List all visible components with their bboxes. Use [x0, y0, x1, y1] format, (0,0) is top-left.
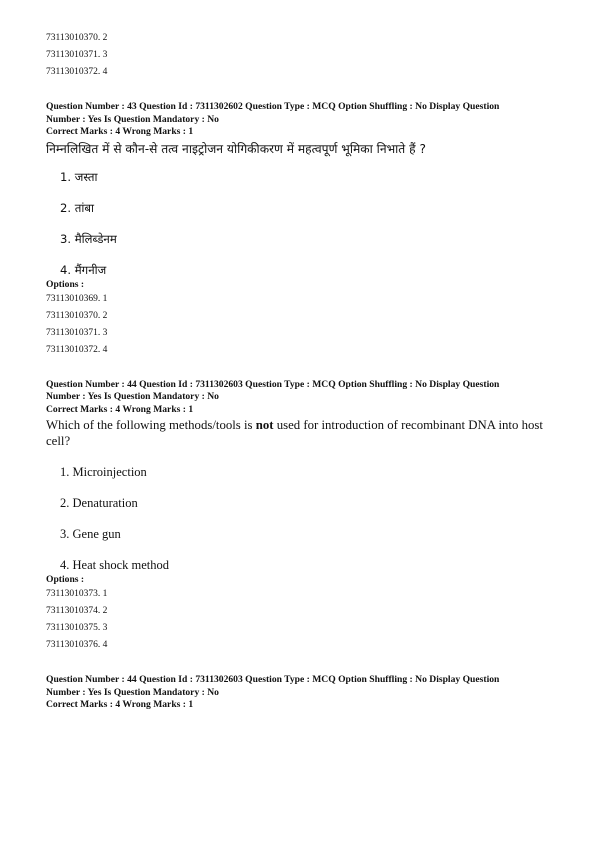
marks-line: Correct Marks : 4 Wrong Marks : 1 — [46, 403, 194, 415]
options-label: Options : — [46, 278, 85, 290]
question-meta-line: Question Number : 44 Question Id : 7311302603 Question Type : MCQ Option Shuffling : No Display Question — [46, 674, 500, 685]
option-code: 73113010371. 3 — [46, 327, 108, 338]
option-code: 73113010372. 4 — [46, 344, 108, 355]
answer-choice: 3. मैलिब्डेनम — [60, 231, 117, 246]
question-meta-line: Number : Yes Is Question Mandatory : No — [46, 391, 219, 402]
question-text — [46, 417, 566, 449]
answer-choice: 2. Denaturation — [60, 496, 138, 510]
option-code: 73113010373. 1 — [46, 589, 108, 599]
question-meta-line: Question Number : 43 Question Id : 7311302602 Question Type : MCQ Option Shuffling : No Display Question — [46, 101, 500, 112]
marks-line: Correct Marks : 4 Wrong Marks : 1 — [46, 126, 194, 137]
answer-choice: 4. Heat shock method — [60, 558, 170, 572]
question-meta-line: Number : Yes Is Question Mandatory : No — [46, 113, 219, 125]
question-text: निम्नलिखित में से कौन-से तत्व नाइट्रोजन योगिकीकरण में महत्वपूर्ण भूमिका निभाते हैं ? — [46, 141, 426, 156]
option-code: 73113010374. 2 — [46, 606, 108, 616]
option-code: 73113010375. 3 — [46, 623, 108, 633]
question-meta-line: Number : Yes Is Question Mandatory : No — [46, 686, 219, 698]
answer-choice: 1. जस्ता — [60, 169, 98, 184]
question-text-part: used for introduction of recombinant DNA into host cell? — [46, 418, 543, 448]
question-meta-line: Question Number : 44 Question Id : 7311302603 Question Type : MCQ Option Shuffling : No Display Question — [46, 378, 500, 390]
option-code: 73113010370. 2 — [46, 33, 108, 43]
answer-choice: 1. Microinjection — [60, 465, 147, 479]
question-block-44-repeat — [46, 674, 566, 712]
previous-option-codes — [46, 30, 566, 81]
document-page — [46, 30, 566, 712]
question-block-44 — [46, 379, 566, 655]
option-code: 73113010372. 4 — [46, 67, 108, 77]
answer-choice: 4. मैंगनीज — [60, 262, 107, 277]
question-block-43 — [46, 101, 566, 359]
marks-line: Correct Marks : 4 Wrong Marks : 1 — [46, 699, 194, 710]
options-label: Options : — [46, 574, 85, 585]
option-code: 73113010376. 4 — [46, 640, 108, 650]
option-code: 73113010371. 3 — [46, 50, 108, 60]
option-code: 73113010369. 1 — [46, 293, 108, 304]
option-code: 73113010370. 2 — [46, 310, 108, 321]
answer-choice: 3. Gene gun — [60, 527, 121, 541]
question-emphasis: not — [255, 418, 274, 432]
answer-choice: 2. तांबा — [60, 200, 94, 215]
question-text-part: Which of the following methods/tools is — [46, 418, 256, 432]
